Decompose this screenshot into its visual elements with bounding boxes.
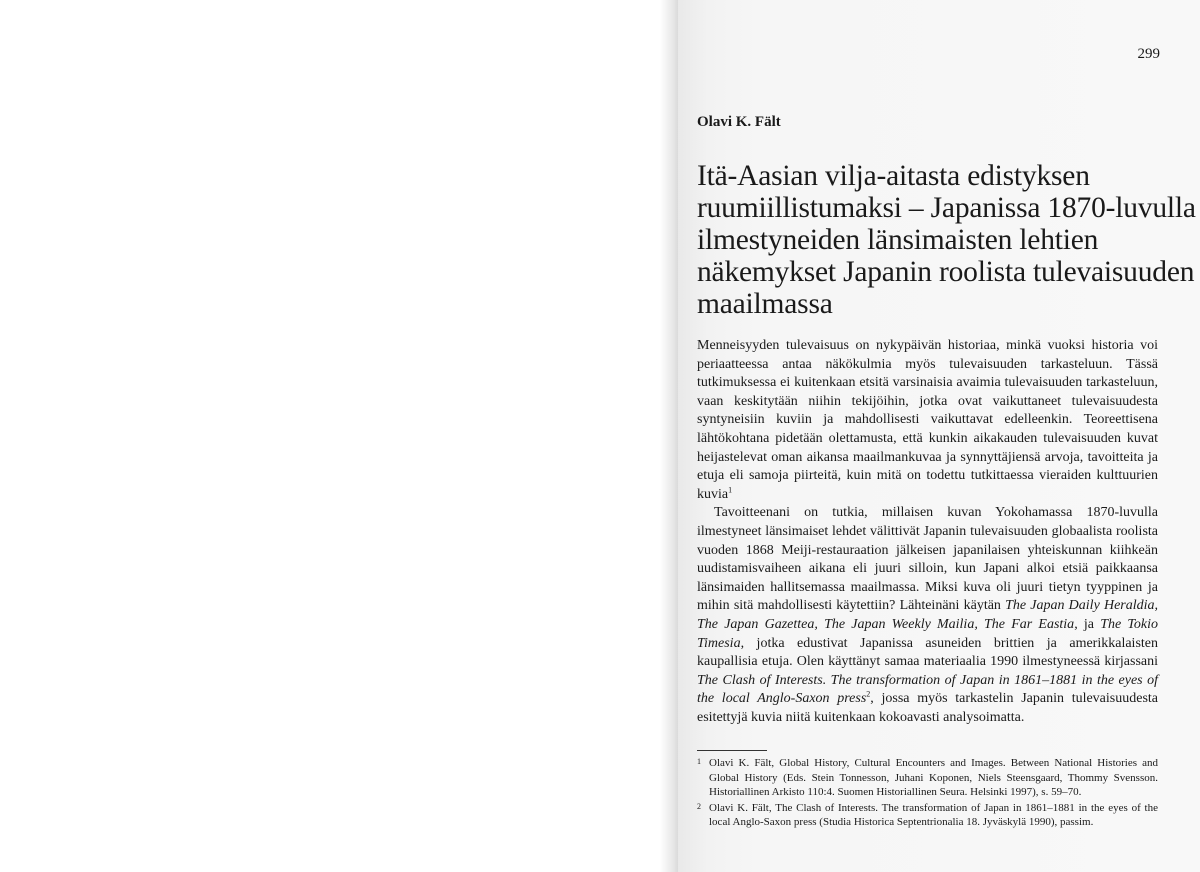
footnote-divider [697, 750, 767, 751]
footnote-number: 2 [697, 801, 701, 811]
author-name: Olavi K. Fält [697, 114, 781, 130]
text-segment: , jossa myös tarkastelin Japanin tulevaisuudesta esitettyjä kuvia niitä kuitenkaan kokoavasti analysoimatta. [697, 691, 1158, 725]
footnote-text: Olavi K. Fält, Global History, Cultural Encounters and Images. Between National Histories and Global History (Eds. Stein Tonnesson, Juhani Koponen, Niels Steensgaard, Thommy Svensson. Historiallinen Arkisto 110:4. Suomen Historiallinen Seura. Helsinki 1997), s. 59–70. [709, 757, 1158, 798]
italic-text: The Clash of Interests. The transformation of Japan in 1861–1881 in the eyes of the local Anglo-Saxon press [697, 672, 1158, 707]
footnote [697, 756, 1158, 800]
paragraph [697, 337, 1158, 504]
article-title: Itä-Aasian vilja-aitasta edistyksen ruumiillistumaksi – Japanissa 1870-luvulla ilmestyneiden länsimaisten lehtien näkemykset Japanin roolista tulevaisuuden maailmassa [697, 160, 1196, 320]
italic-text: The Tokio Timesia [697, 616, 1158, 651]
article-body [697, 337, 1158, 727]
text-segment: , ja [1074, 616, 1101, 632]
page-number: 299 [1137, 46, 1160, 62]
footnote-number: 1 [697, 757, 701, 766]
footnotes [697, 756, 1158, 831]
footnote-reference: 2 [866, 689, 871, 699]
right-page [678, 0, 1200, 872]
text-segment: Tavoitteenani on tutkia, millaisen kuvan Yokohamassa 1870-luvulla ilmestyneet länsimaiset lehdet välittivät Japanin tulevaisuuden globaalista roolista vuoden 1868 Meiji-restauraation jälkeisen japanilaisen yhteiskunnan kiihkeän uudistamisvaiheen aikana eli juuri silloin, kun Japani alkoi etsiä paikkaansa länsimaiden hallitsemassa maailmassa. Miksi kuva oli juuri tietyn tyyppinen ja mihin sitä mahdollisesti käytettiin? Lähteinäni käytän [697, 505, 1158, 614]
text-segment: Menneisyyden tulevaisuus on nykypäivän historiaa, minkä vuoksi historia voi periaatteessa antaa näkökulmia myös tulevaisuuden tarkasteluun. Tässä tutkimuksessa ei kuitenkaan etsitä varsinaisia avaimia tulevaisuuden tarkasteluun, vaan keskitytään niihin tekijöihin, jotka ovat vaikuttaneet tulevaisuudesta syntyneisiin kuviin ja mahdollisesti vaikuttavat edelleenkin. Teoreettisena lähtökohtana pidetään olettamusta, että kunkin aikakauden tulevaisuuden kuvat heijastelevat oman aikansa maailmankuvaa ja synnyttäjiensä arvoja, tavoitteita ja etuja eli samoja piirteitä, kuin mitä on todettu tutkittaessa vieraiden kulttuurien kuvia [697, 338, 1158, 502]
paragraph [697, 504, 1158, 727]
footnote-reference: 1 [728, 485, 733, 495]
footnote-text: Olavi K. Fält, The Clash of Interests. The transformation of Japan in 1861–1881 in the eyes of the local Anglo-Saxon press (Studia Historica Septentrionalia 18. Jyväskylä 1990), passim. [709, 801, 1158, 828]
footnote [697, 801, 1158, 830]
text-segment: , jotka edustivat Japanissa asuneiden brittien ja amerikkalaisten kaupallisia etuja. Olen käyttänyt samaa materiaalia 1990 ilmestyneessä kirjassani [697, 635, 1158, 670]
italic-text: The Japan Daily Heraldia, The Japan Gazettea, The Japan Weekly Mailia, The Far Eastia [697, 598, 1159, 632]
